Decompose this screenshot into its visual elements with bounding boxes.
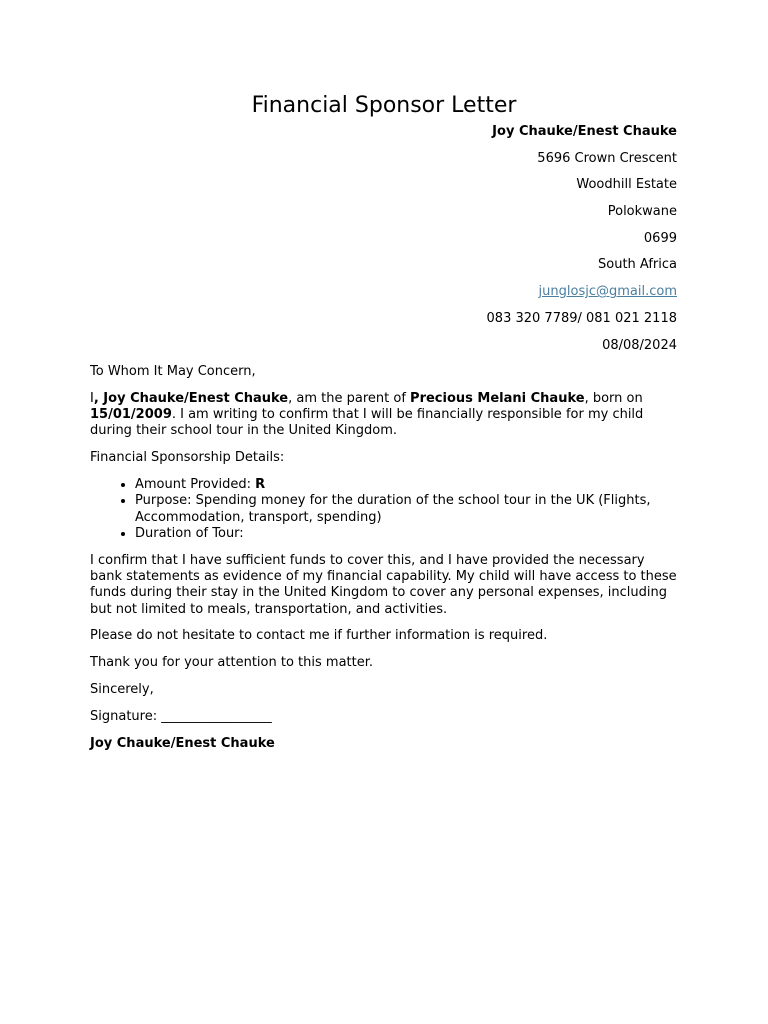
details-list (90, 477, 678, 542)
confirm-paragraph: I confirm that I have sufficient funds to cover this, and I have provided the necessary bank statements as evidence of my financial capability. My child will have access to these funds during their stay in the United Kingdom to cover any personal expenses, including but not limited to meals, transportation, and activities. (90, 552, 677, 617)
intro-text-1: , am the parent of (288, 390, 411, 406)
sender-email-link[interactable]: junglosjc@gmail.com (538, 284, 677, 300)
contact-paragraph: Please do not hesitate to contact me if further information is required. (90, 628, 548, 644)
sender-phones: 083 320 7789/ 081 021 2118 (486, 310, 677, 326)
sender-postal-code: 0699 (643, 230, 677, 246)
letter-date: 08/08/2024 (602, 337, 677, 353)
list-item-duration: • Duration of Tour: (135, 526, 678, 542)
intro-paragraph (90, 391, 678, 440)
sender-street: 5696 Crown Crescent (537, 150, 677, 166)
letter-title: Financial Sponsor Letter (251, 93, 517, 118)
sender-city: Polokwane (607, 204, 677, 220)
amount-label: Amount Provided: (135, 476, 256, 492)
sponsor-name: , Joy Chauke/Enest Chauke (93, 390, 289, 406)
details-heading: Financial Sponsorship Details: (90, 450, 285, 466)
sender-country: South Africa (598, 257, 677, 273)
salutation: To Whom It May Concern, (90, 364, 256, 379)
closing: Sincerely, (90, 681, 154, 697)
thanks-paragraph: Thank you for your attention to this matter. (90, 655, 374, 671)
amount-value: R (255, 476, 266, 492)
intro-text-3: . I am writing to confirm that I will be financially responsible for my child during their school tour in the United Kingdom. (90, 407, 644, 439)
intro-text-2: , born on (584, 390, 643, 406)
sender-address-block (487, 124, 677, 364)
letter-body (90, 364, 678, 762)
sender-name: Joy Chauke/Enest Chauke (492, 124, 677, 139)
signature-name: Joy Chauke/Enest Chauke (90, 735, 275, 751)
list-item-amount (135, 477, 678, 493)
child-name: Precious Melani Chauke (410, 390, 585, 406)
signature-line: Signature: _________________ (90, 708, 272, 724)
birth-date: 15/01/2009 (90, 407, 172, 423)
list-item-purpose: • Purpose: Spending money for the duration of the school tour in the UK (Flights, Accommodation, transport, spending) (135, 493, 678, 526)
sender-estate: Woodhill Estate (576, 177, 677, 193)
intro-prefix: I (90, 390, 94, 406)
